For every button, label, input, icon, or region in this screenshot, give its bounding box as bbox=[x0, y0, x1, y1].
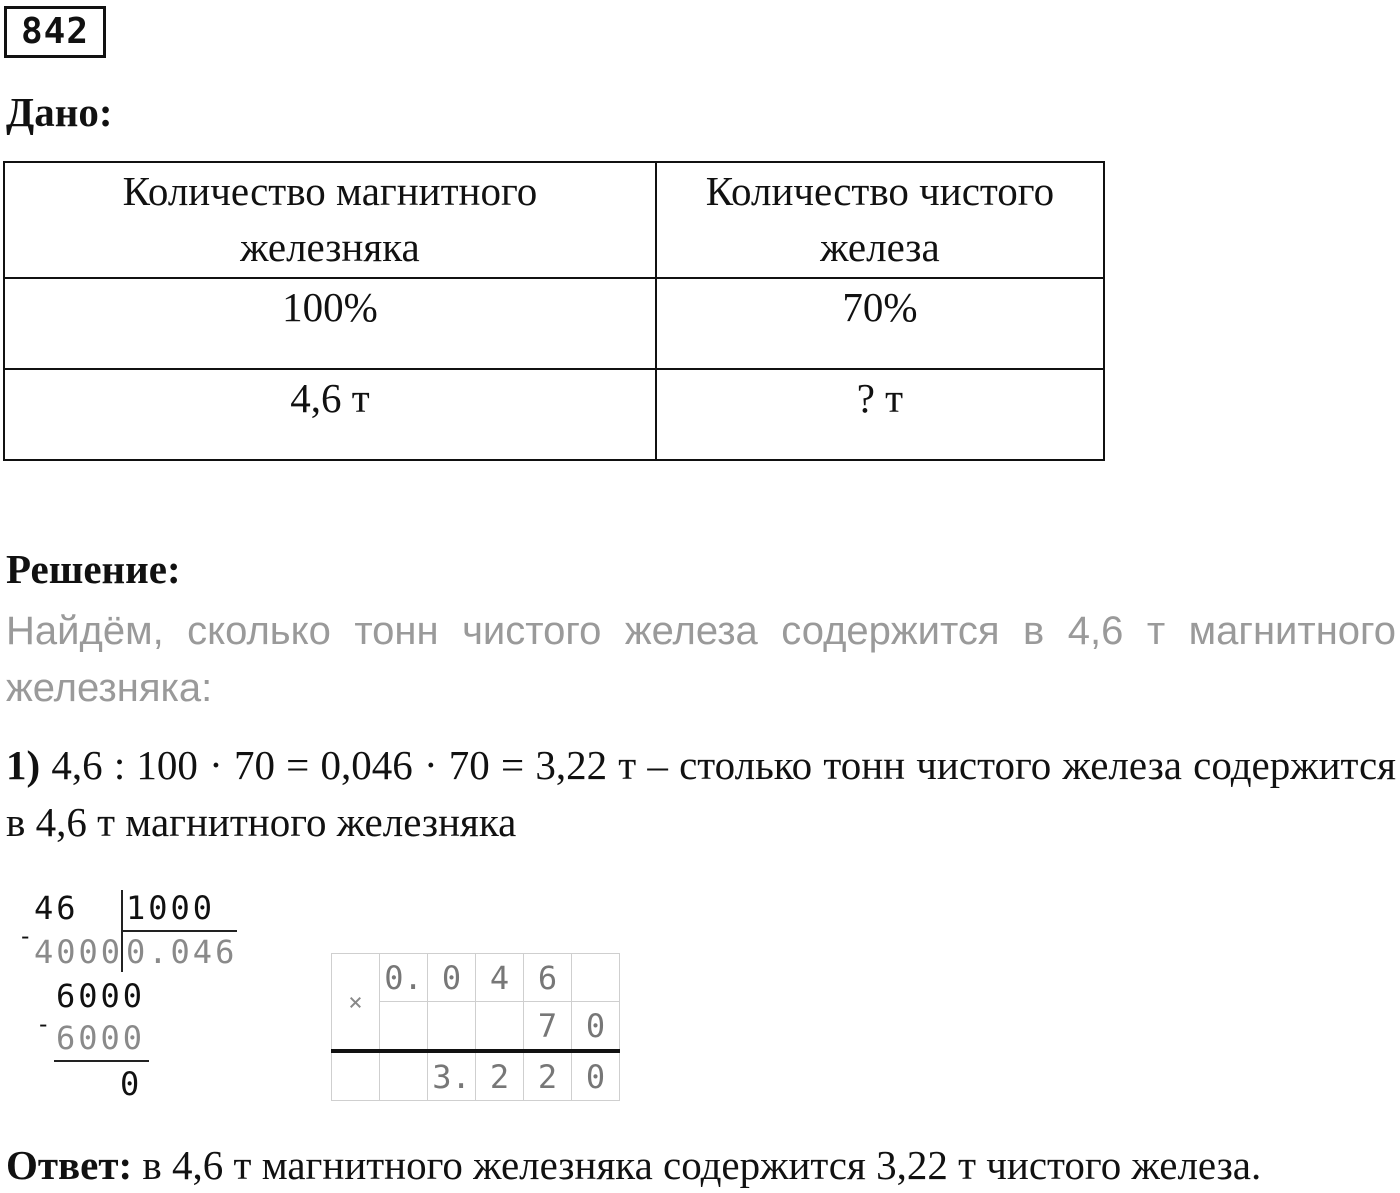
grid-cell bbox=[572, 954, 620, 1002]
given-table bbox=[3, 161, 1105, 461]
table-row bbox=[332, 954, 620, 1002]
grid-cell: 7 bbox=[524, 1002, 572, 1052]
step-label: 1) bbox=[6, 742, 41, 788]
table-cell: 70% bbox=[656, 278, 1104, 369]
multiply-sign: × bbox=[332, 954, 380, 1052]
dividend: 46 bbox=[34, 889, 79, 927]
multiplication-grid bbox=[331, 953, 620, 1101]
remainder-2: 0 bbox=[120, 1065, 143, 1103]
solution-step-1 bbox=[6, 737, 1396, 851]
grid-cell: 6 bbox=[524, 954, 572, 1002]
grid-cell: 2 bbox=[524, 1051, 572, 1101]
grid-cell bbox=[380, 1051, 428, 1101]
subtrahend-1: 4000 bbox=[34, 933, 124, 971]
table-cell: Количество чистого железа bbox=[656, 162, 1104, 278]
step-text: 4,6 : 100 · 70 = 0,046 · 70 = 3,22 т – столько тонн чистого железа содержится в 4,6 т магнитного железняка bbox=[6, 742, 1396, 845]
table-row bbox=[4, 162, 1104, 278]
minus-sign: - bbox=[36, 1010, 54, 1038]
solution-heading: Решение: bbox=[6, 546, 181, 592]
given-heading: Дано: bbox=[6, 89, 113, 135]
minus-sign: - bbox=[18, 922, 36, 950]
grid-cell bbox=[476, 1002, 524, 1052]
grid-cell bbox=[332, 1051, 380, 1101]
answer-label: Ответ: bbox=[6, 1142, 133, 1188]
grid-cell: 4 bbox=[476, 954, 524, 1002]
problem-number: 842 bbox=[4, 6, 106, 58]
table-cell: 100% bbox=[4, 278, 656, 369]
long-division bbox=[0, 880, 260, 1110]
grid-cell bbox=[428, 1002, 476, 1052]
table-cell: ? т bbox=[656, 369, 1104, 460]
grid-cell: 2 bbox=[476, 1051, 524, 1101]
quotient: 0.046 bbox=[126, 933, 238, 971]
grid-cell: 3. bbox=[428, 1051, 476, 1101]
division-underline bbox=[54, 1060, 149, 1062]
table-row bbox=[4, 278, 1104, 369]
table-cell: 4,6 т bbox=[4, 369, 656, 460]
grid-cell: 0. bbox=[380, 954, 428, 1002]
divisor: 1000 bbox=[126, 889, 216, 927]
subtrahend-2: 6000 bbox=[56, 1019, 146, 1057]
table-cell: Количество магнитного железняка bbox=[4, 162, 656, 278]
remainder-1: 6000 bbox=[56, 977, 146, 1015]
answer bbox=[6, 1137, 1261, 1193]
grid-cell: 0 bbox=[572, 1002, 620, 1052]
solution-intro: Найдём, сколько тонн чистого железа содержится в 4,6 т магнитного железняка: bbox=[6, 609, 1396, 710]
table-row bbox=[4, 369, 1104, 460]
grid-cell: 0 bbox=[428, 954, 476, 1002]
grid-cell bbox=[380, 1002, 428, 1052]
table-row bbox=[332, 1051, 620, 1101]
answer-text: в 4,6 т магнитного железняка содержится 3,22 т чистого железа. bbox=[142, 1142, 1262, 1188]
grid-cell: 0 bbox=[572, 1051, 620, 1101]
